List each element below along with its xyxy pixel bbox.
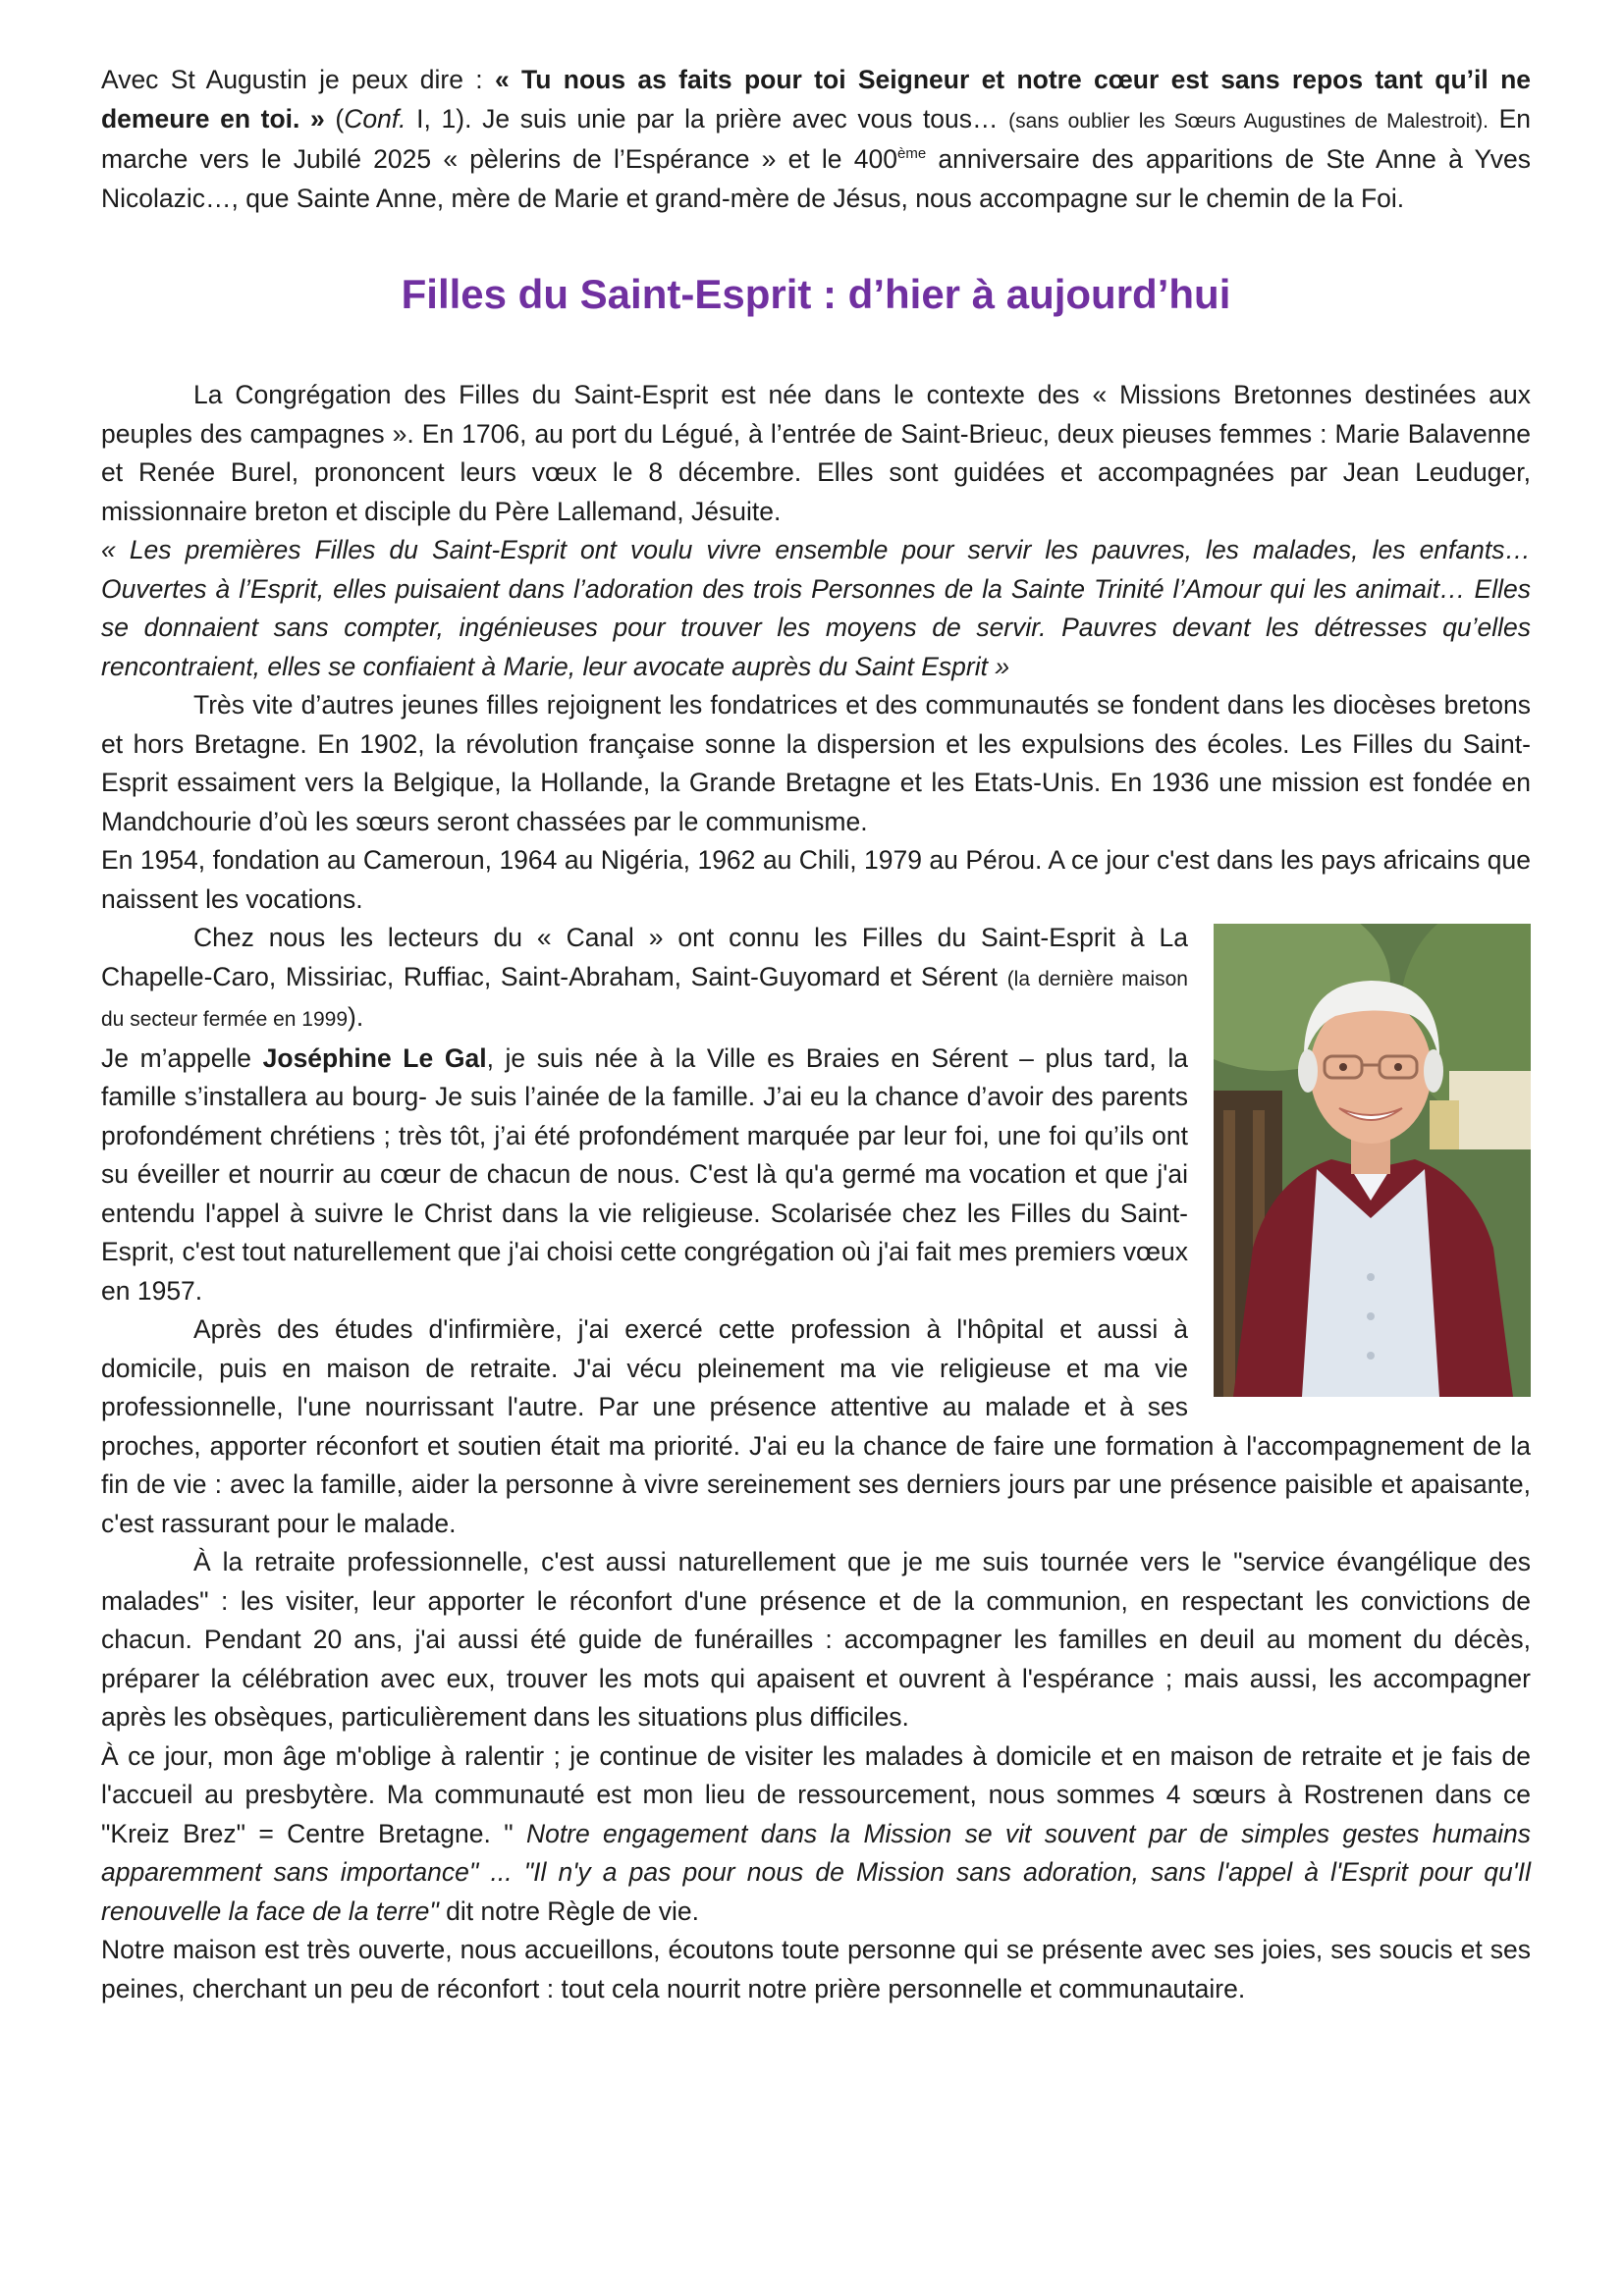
portrait-photo-elderly-woman [1214,924,1531,1397]
founders-quote-text: « Les premières Filles du Saint-Esprit ont voulu vivre ensemble pour servir les pauvres, les malades, les enfants… Ouvertes à l’Esprit, elles puisaient dans l’adoration des trois Personnes de la Sainte Trinité l’Amour qui les animait… Elles se donnaient sans compter, ingénieuses pour trouver les moyens de servir. Pauvres devant les détresses qu’elles rencontraient, elles se confiaient à Marie, leur avocate auprès du Saint Esprit » [101,535,1531,681]
augustin-quote: « Tu nous as faits pour toi Seigneur et notre cœur est sans repos tant qu’il ne demeure en toi. » [101,65,1531,133]
local-history-text: ). [348,1002,364,1032]
intro-note: (sans oublier les Sœurs Augustines de Malestroit). [1008,109,1489,133]
portrait-photo [1214,924,1531,1397]
retirement-paragraph: À la retraite professionnelle, c'est aussi naturellement que je me suis tournée vers le "service évangélique des malades" : les visiter, leur apporter le réconfort d'une présence et de la communion, en respectant les convictions de chacun. Pendant 20 ans, j'ai aussi été guide de funérailles : accompagner les familles en deuil au moment du décès, préparer la célébration avec eux, trouver les mots qui apaisent et ouvrent à l'espérance ; mais aussi, les accompagner après les obsèques, particulièrement dans les situations plus difficiles. [101,1547,1531,1732]
career-paragraph: Après des études d'infirmière, j'ai exercé cette profession à l'hôpital et aussi à domicile, puis en maison de retraite. J'ai vécu pleinement ma vie religieuse et ma vie professionnelle, l'une nourrissant l'autre. Par une présence attentive au malade et à ses proches, apporter réconfort et soutien était ma priorité. J'ai eu la chance de faire une formation à l'accompagnement de la fin de vie : avec la famille, aider la personne à vivre sereinement ses derniers jours par une présence paisible et apaisante, c'est rassurant pour le malade. [101,1314,1531,1538]
testimony-text: , je suis née à la Ville es Braies en Sérent – plus tard, la famille s’installera au bourg- Je suis l’ainée de la famille. J’ai eu la chance d’avoir des parents profondément chrétiens ; très tôt, j’ai été profondément marquée par leur foi, une foi qu’ils ont su éveiller et nourrir au cœur de chacun de nous. C'est là qu'a germé ma vocation et que j'ai entendu l'appel à suivre le Christ dans la vie religieuse. Scolarisée chez les Filles du Saint-Esprit, c'est tout naturellement que j'ai choisi cette congrégation où j'ai fait mes premiers vœux en 1957. [101,1042,1188,1306]
local-history-text: Chez nous les lecteurs du « Canal » ont connu les Filles du Saint-Esprit à La Chapelle-Caro, Missiriac, Ruffiac, Saint-Abraham, Saint-Guyomard et Sérent [101,923,1188,991]
ordinal-superscript: ème [896,145,927,162]
testimony-text: Je m’appelle [101,1042,263,1073]
founders-quote [101,531,1531,686]
closing-paragraph: Notre maison est très ouverte, nous accueillons, écoutons toute personne qui se présente avec ses joies, ses soucis et ses peines, cherchant un peu de réconfort : tout cela nourrit notre prière personnelle et communautaire. [101,1935,1531,2003]
today-paragraph [101,1737,1531,1932]
citation-source: Conf. [344,103,406,133]
document-page [101,61,1531,2008]
author-name: Joséphine Le Gal [262,1042,487,1073]
rule-of-life-quote: Notre engagement dans la Mission se vit souvent par de simples gestes humains apparemment sans importance" ... "Il n'y a pas pour nous de Mission sans adoration, sans l'appel à l'Esprit pour qu'Il renouvelle la face de la terre" [101,1818,1531,1926]
history-paragraph: La Congrégation des Filles du Saint-Esprit est née dans le contexte des « Missions Bretonnes destinées aux peuples des campagnes ». En 1706, au port du Légué, à l’entrée de Saint-Brieuc, deux pieuses femmes : Marie Balavenne et Renée Burel, prononcent leurs vœux le 8 décembre. Elles sont guidées et accompagnées par Jean Leuduger, missionnaire breton et disciple du Père Lallemand, Jésuite. [101,380,1531,526]
intro-text: anniversaire des apparitions de Ste Anne à Yves Nicolazic…, que Sainte Anne, mère de Marie et grand-mère de Jésus, nous accompagne sur le chemin de la Foi. [101,144,1531,213]
expansion-paragraph: Très vite d’autres jeunes filles rejoignent les fondatrices et des communautés se fondent dans les diocèses bretons et hors Bretagne. En 1902, la révolution française sonne la dispersion et les expulsions des écoles. Les Filles du Saint-Esprit essaiment vers la Belgique, la Hollande, la Grande Bretagne et les Etats-Unis. En 1936 une mission est fondée en Mandchourie d’où les sœurs seront chassées par le communisme. [101,690,1531,836]
local-history-note: (la dernière maison du secteur fermée en 1999 [101,967,1188,1031]
foundations-paragraph: En 1954, fondation au Cameroun, 1964 au Nigéria, 1962 au Chili, 1979 au Pérou. A ce jour c'est dans les pays africains que naissent les vocations. [101,845,1531,914]
section-title: Filles du Saint-Esprit : d’hier à aujourd’hui [401,271,1231,317]
today-text: À ce jour, mon âge m'oblige à ralentir ; je continue de visiter les malades à domicile et en maison de retraite et je fais de l'accueil au presbytère. Ma communauté est mon lieu de ressourcement, nous sommes 4 sœurs à Rostrenen dans ce "Kreiz Brez" = Centre Bretagne. " [101,1740,1531,1848]
intro-paragraph [101,61,1531,218]
intro-text: I, 1). Je suis unie par la prière avec vous tous… [406,103,1009,133]
intro-text: Avec St Augustin je peux dire : [101,65,495,94]
intro-text: En marche vers le Jubilé 2025 « pèlerins de l’Espérance » et le 400 [101,103,1532,174]
intro-text: ( [324,103,345,133]
today-text: dit notre Règle de vie. [438,1896,699,1926]
